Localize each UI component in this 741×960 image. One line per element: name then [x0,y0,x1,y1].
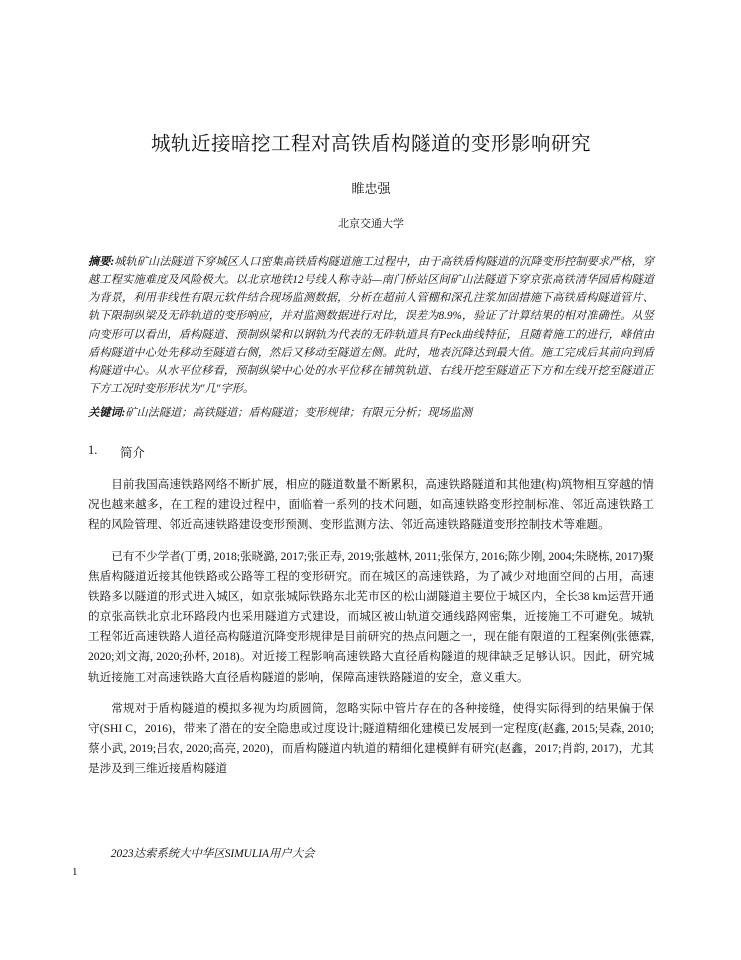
author-name: 睢忠强 [351,181,391,196]
affiliation: 北京交通大学 [338,218,404,230]
page-number: 1 [72,866,78,878]
keywords-block [88,405,654,423]
body-paragraph: 目前我国高速铁路网络不断扩展，相应的隧道数量不断累积，高速铁路隧道和其他建(构)筑物相互穿越的情况也越来越多，在工程的建设过程中，面临着一系列的技术问题，如高速铁路变形控制标准、邻近高速铁路工程的风险管理、邻近高速铁路建设变形预测、变形监测方法、邻近高速铁路隧道变形控制技术等难题。 [88,478,654,532]
body-paragraph: 常规对于盾构隧道的模拟多视为均质圆筒，忽略实际中管片存在的各种接缝，使得实际得到的结果偏于保守(SHI C，2016)，带来了潜在的安全隐患或过度设计;隧道精细化建模已发展到一定程度(赵鑫, 2015;吴森, 2010;蔡小武, 2019;吕农, 2020;高亮, 2020)，而盾构隧道内轨道的精细化建模鲜有研究(赵鑫，2017;肖韵, 2017)，尤其是涉及到三维近接盾构隧道 [88,701,654,776]
paper-content [88,128,654,790]
keywords-label: 关键词: [88,407,126,420]
section-title: 简介 [120,446,145,461]
section-heading [88,443,654,461]
page-footer: 2023达索系统大中华区SIMULIA用户大会 [110,848,315,860]
abstract-text: 城轨矿山法隧道下穿城区人口密集高铁盾构隧道施工过程中，由于高铁盾构隧道的沉降变形控制要求严格，穿越工程实施难度及风险极大。以北京地铁12号线人称寺站—南门桥站区间矿山法隧道下穿京张高铁清华园盾构隧道为背景，利用非线性有限元软件结合现场监测数据，分析在超前人管棚和深孔注浆加固措施下高铁盾构隧道管片、轨下限制纵梁及无砟轨道的变形响应，并对监测数据进行对比，误差为8.9%，验证了计算结果的相对准确性。从竖向变形可以看出，盾构隧道、预制纵梁和以钢轨为代表的无砟轨道具有Peck曲线特征，且随着施工的进行，峰值由盾构隧道中心处先移动至隧道右侧，然后又移动至隧道左侧。此时，地表沉降达到最大值。施工完成后其前向到盾构隧道中心。从水平位移看，预制纵梁中心处的水平位移在铺筑轨道、右线开挖至隧道正下方和左线开挖至隧道正下方工况时变形形状为"几"字形。 [88,256,654,395]
body-paragraph: 已有不少学者(丁勇, 2018;张晓潞, 2017;张正寿, 2019;张越林, 2011;张保方, 2016;陈少刚, 2004;朱晓栋, 2017)聚焦盾构隧道近接其他铁路或公路等工程的变形研究。而在城区的高速铁路，为了减少对地面空间的占用，高速铁路多以隧道的形式进入城区，如京张城际铁路东北芜市区的松山湖隧道主要位于城区内，全长38 km运营开通的京张高铁北京北环路段内也采用隧道方式建设，而城区被山轨道交通线路网密集，近接施工不可避免。城轨工程邻近高速铁路人道径高构隧道沉降变形规律是目前研究的热点问题之一，现在能有限道的工程案例(张德霖, 2020;刘文海, 2020;孙杯, 2018)。对近接工程影响高速铁路大直径盾构隧道的规律缺乏足够认识。因此，研究城轨近接施工对高速铁路大直径盾构隧道的影响，保障高速铁路隧道的安全，意义重大。 [88,549,654,684]
abstract-label: 摘要: [88,256,115,268]
section-number: 1. [88,443,98,458]
keywords-text: 矿山法隧道；高铁隧道；盾构隧道；变形规律；有限元分析；现场监测 [125,407,473,420]
page-title: 城轨近接暗挖工程对高铁盾构隧道的变形影响研究 [150,134,591,155]
abstract-block [88,253,654,398]
